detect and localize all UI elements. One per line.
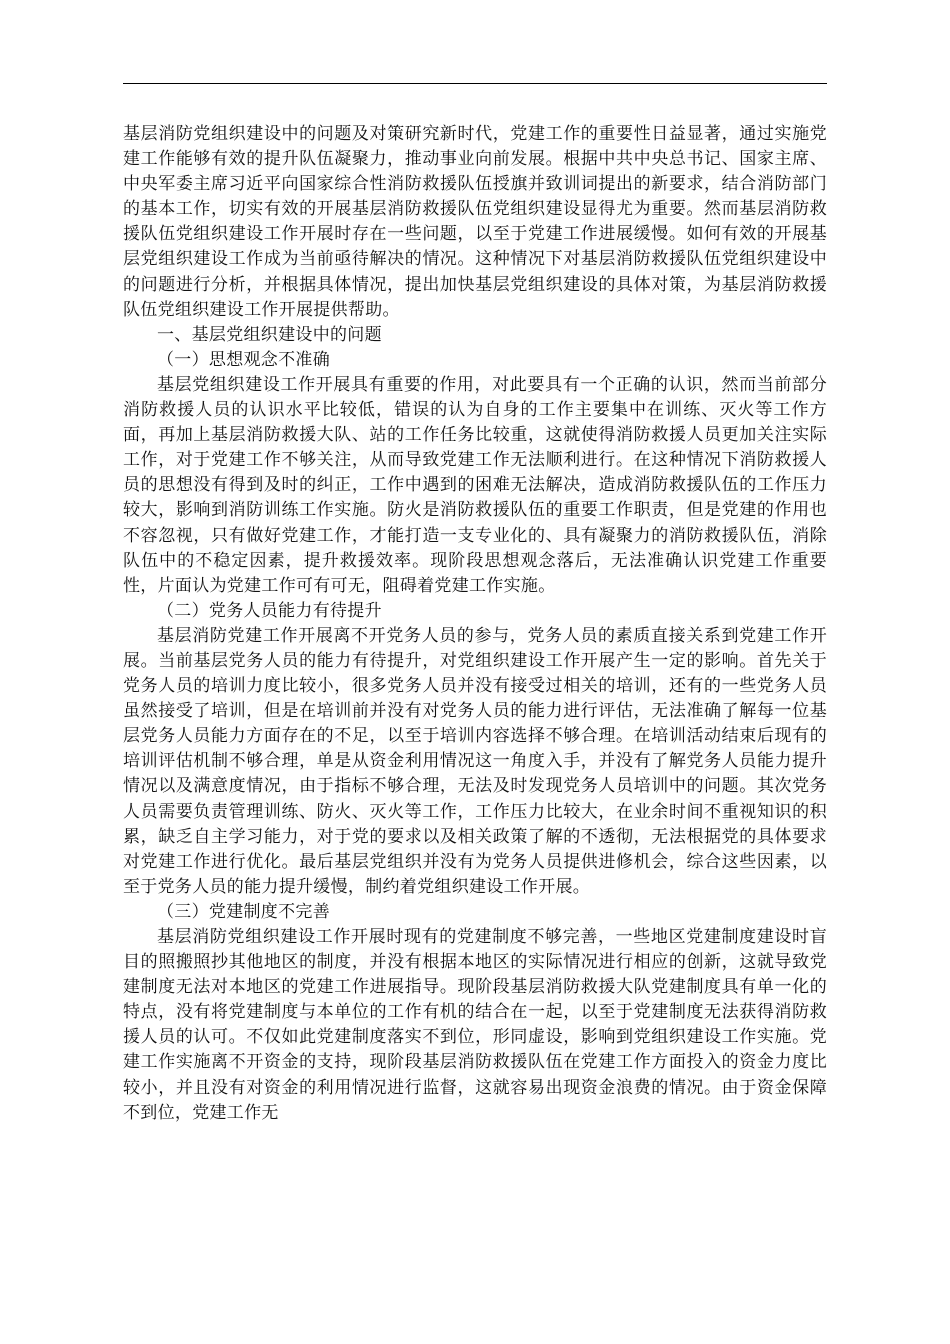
subheading-3: （三）党建制度不完善 xyxy=(157,901,330,922)
intro-paragraph: 基层消防党组织建设中的问题及对策研究新时代，党建工作的重要性日益显著，通过实施党建工作能够有效的提升队伍凝聚力，推动事业向前发展。根据中共中央总书记、国家主席、中央军委主席习近平向国家综合性消防救援队伍授旗并致训词提出的新要求，结合消防部门的基本工作，切实有效的开展基层消防救援队伍党组织建设显得尤为重要。然而基层消防救援队伍党组织建设工作开展时存在一些问题，以至于党建工作进展缓慢。如何有效的开展基层党组织建设工作成为当前亟待解决的情况。这种情况下对基层消防救援队伍党组织建设中的问题进行分析，并根据具体情况，提出加快基层党组织建设的具体对策，为基层消防救援队伍党组织建设工作开展提供帮助。 xyxy=(123,124,827,320)
paragraph-1: 基层党组织建设工作开展具有重要的作用，对此要具有一个正确的认识，然而当前部分消防救援人员的认识水平比较低，错误的认为自身的工作主要集中在训练、灭火等工作方面，再加上基层消防救援大队、站的工作任务比较重，这就使得消防救援人员更加关注实际工作，对于党建工作不够关注，从而导致党建工作无法顺利进行。在这种情况下消防救援人员的思想没有得到及时的纠正，工作中遇到的困难无法解决，造成消防救援队伍的工作压力较大，影响到消防训练工作实施。防火是消防救援队伍的重要工作职责，但是党建的作用也不容忽视，只有做好党建工作，才能打造一支专业化的、具有凝聚力的消防救援队伍，消除队伍中的不稳定因素，提升救援效率。现阶段思想观念落后，无法准确认识党建工作重要性，片面认为党建工作可有可无，阻碍着党建工作实施。 xyxy=(123,374,827,596)
paragraph-2: 基层消防党建工作开展离不开党务人员的参与，党务人员的素质直接关系到党建工作开展。当前基层党务人员的能力有待提升，对党组织建设工作开展产生一定的影响。首先关于党务人员的培训力度比较小，很多党务人员并没有接受过相关的培训，还有的一些党务人员虽然接受了培训，但是在培训前并没有对党务人员的能力进行评估，无法准确了解每一位基层党务人员能力方面存在的不足，以至于培训内容选择不够合理。在培训活动结束后现有的培训评估机制不够合理，单是从资金利用情况这一角度入手，并没有了解党务人员能力提升情况以及满意度情况，由于指标不够合理，无法及时发现党务人员培训中的问题。其次党务人员需要负责管理训练、防火、灭火等工作，工作压力比较大，在业余时间不重视知识的积累，缺乏自主学习能力，对于党的要求以及相关政策了解的不透彻，无法根据党的具体要求对党建工作进行优化。最后基层党组织并没有为党务人员提供进修机会，综合这些因素，以至于党务人员的能力提升缓慢，制约着党组织建设工作开展。 xyxy=(123,625,827,897)
section-heading-1: 一、基层党组织建设中的问题 xyxy=(157,324,382,345)
document-body xyxy=(123,122,827,1126)
paragraph-3: 基层消防党组织建设工作开展时现有的党建制度不够完善，一些地区党建制度建设时盲目的照搬照抄其他地区的制度，并没有根据本地区的实际情况进行相应的创新，这就导致党建制度无法对本地区的党建工作进展指导。现阶段基层消防救援大队党建制度具有单一化的特点，没有将党建制度与本单位的工作有机的结合在一起，以至于党建制度无法获得消防救援人员的认可。不仅如此党建制度落实不到位，形同虚设，影响到党组织建设工作实施。党建工作实施离不开资金的支持，现阶段基层消防救援队伍在党建工作方面投入的资金力度比较小，并且没有对资金的利用情况进行监督，这就容易出现资金浪费的情况。由于资金保障不到位，党建工作无 xyxy=(123,927,827,1123)
subheading-2: （二）党务人员能力有待提升 xyxy=(157,600,382,621)
subheading-1: （一）思想观念不准确 xyxy=(157,349,330,370)
header-rule xyxy=(123,83,827,84)
